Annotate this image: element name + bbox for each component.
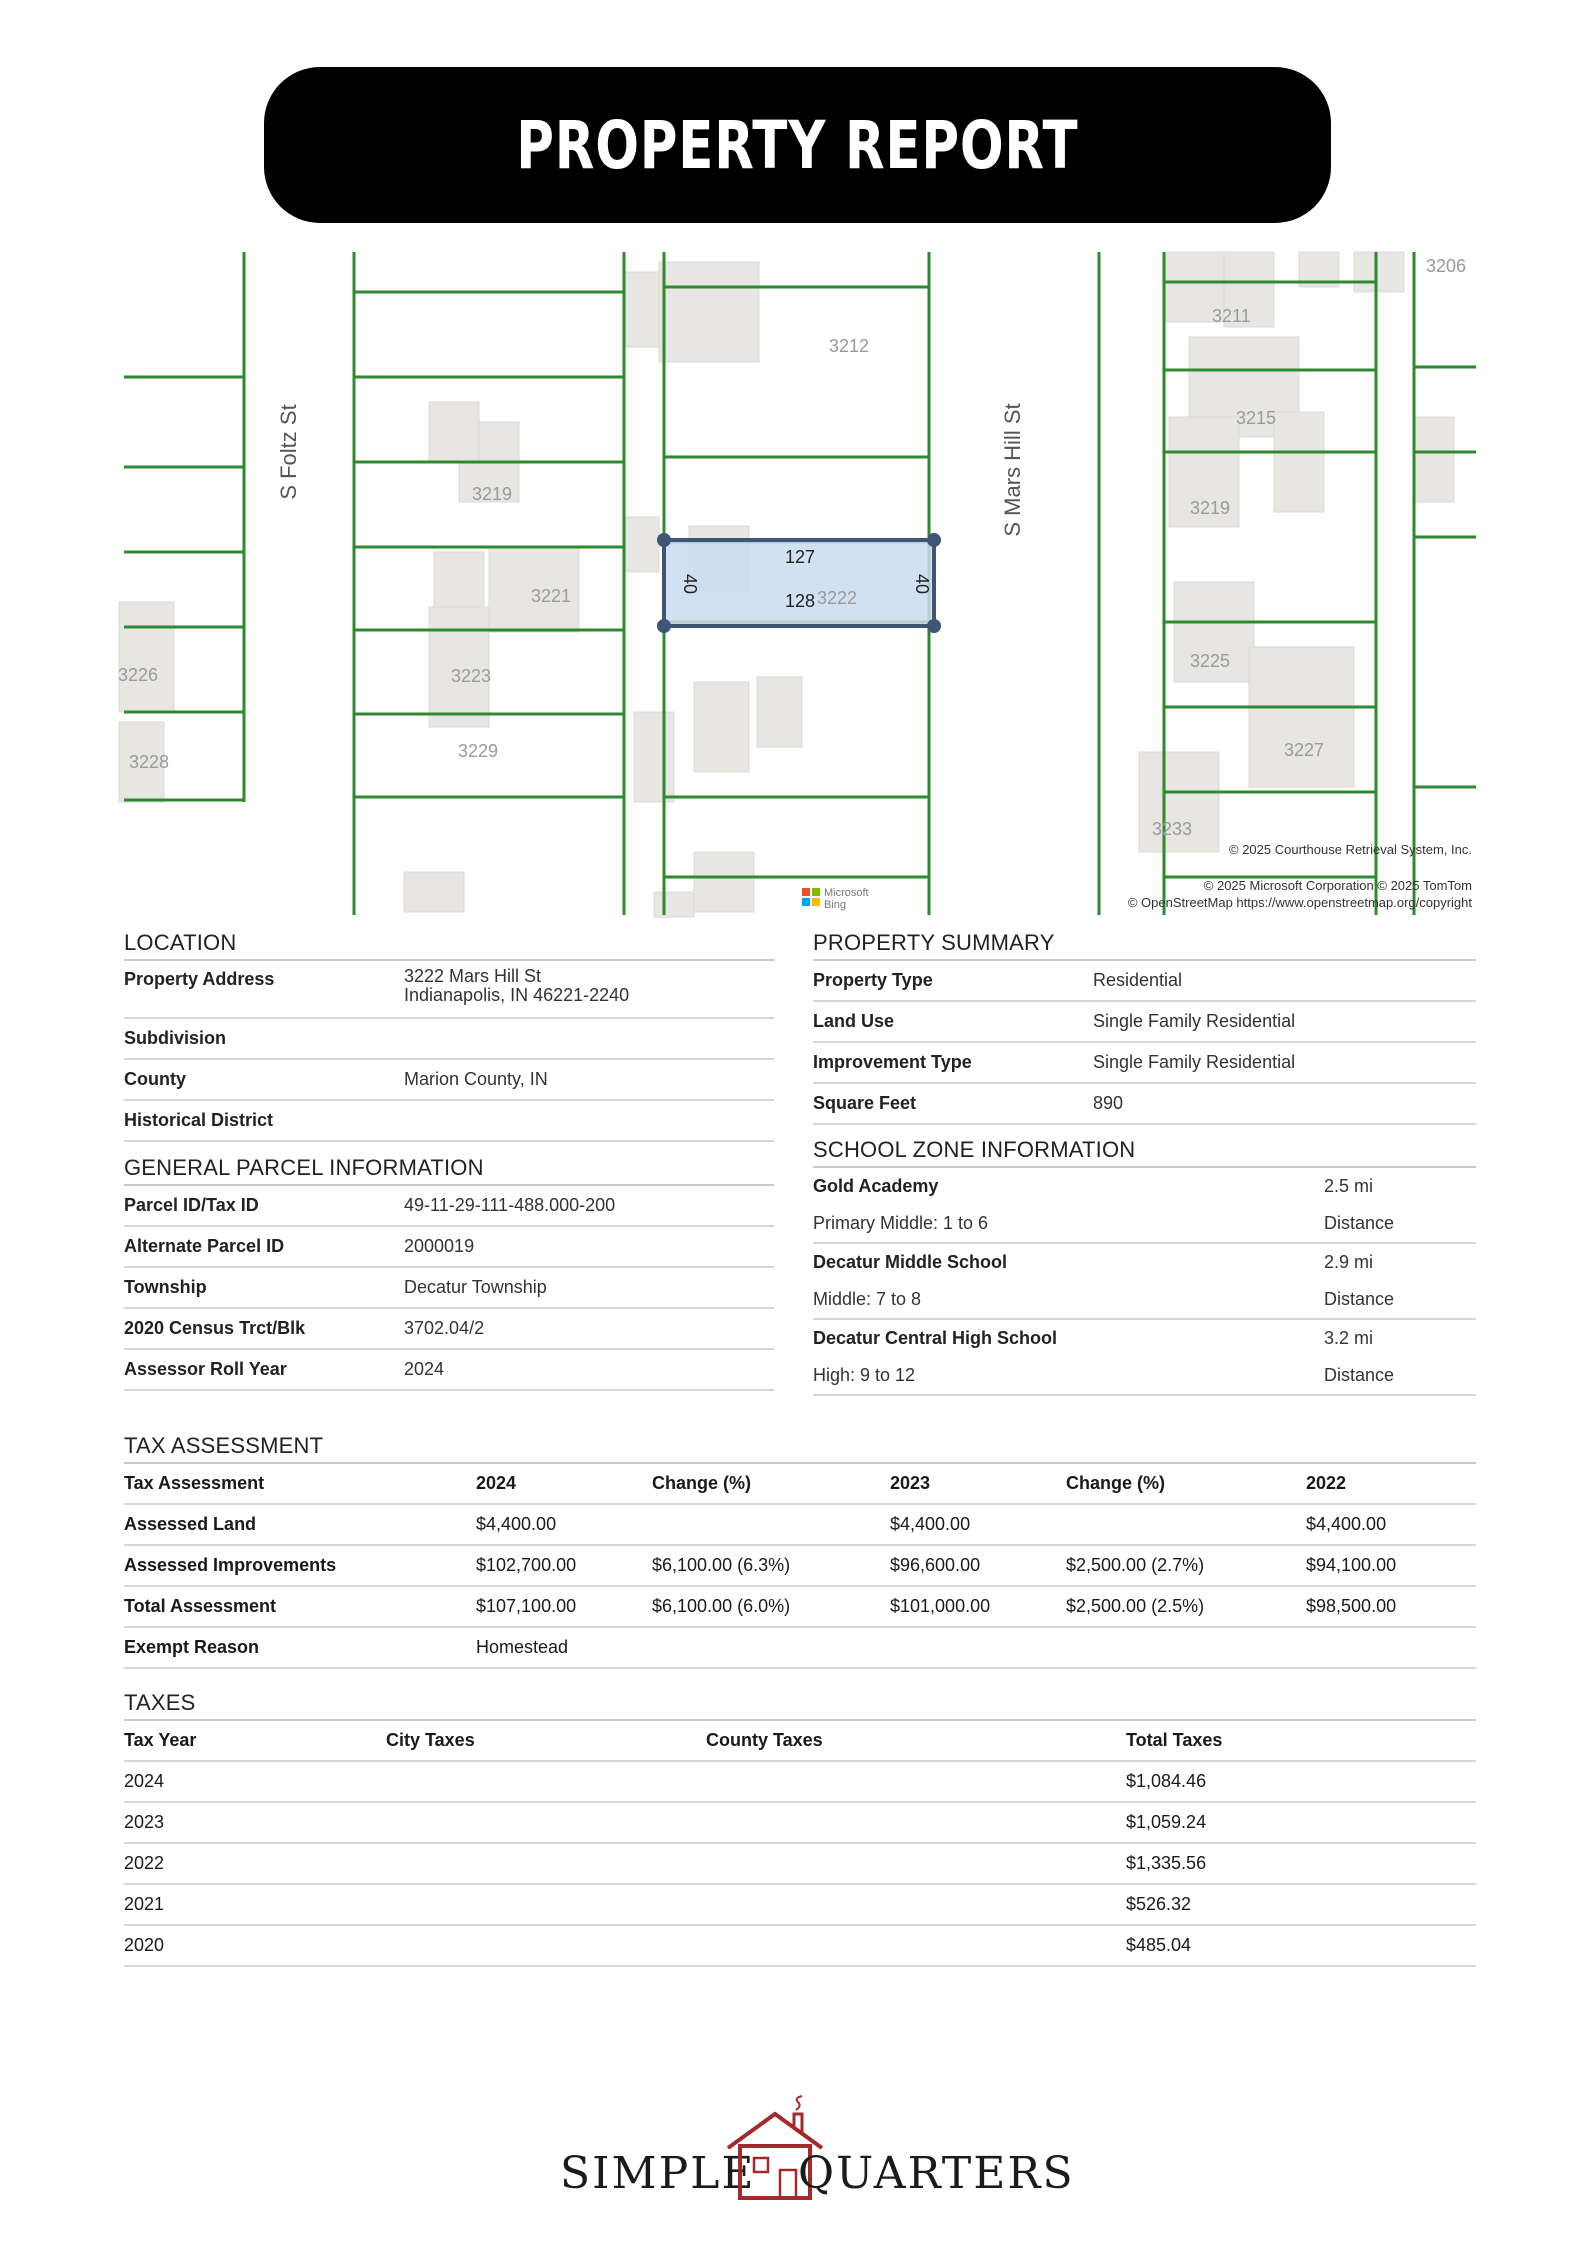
kv-row	[813, 961, 1476, 1002]
table-cell: $102,700.00	[476, 1555, 577, 1575]
kv-value: 2000019	[404, 1236, 475, 1256]
kv-value: 2024	[404, 1359, 445, 1379]
column-header: Change (%)	[1066, 1473, 1165, 1493]
table-cell: 2020	[124, 1935, 165, 1955]
column-header: County Taxes	[706, 1730, 823, 1750]
row-label: Assessed Land	[124, 1514, 257, 1534]
kv-row	[813, 1043, 1476, 1084]
table-row	[124, 1628, 1476, 1669]
school-grades: Primary Middle: 1 to 6	[813, 1213, 989, 1233]
table-cell: 2024	[124, 1771, 165, 1791]
selected-parcel[interactable]	[657, 533, 941, 633]
parcel-map[interactable]	[118, 252, 1476, 915]
school-grades: High: 9 to 12	[813, 1365, 916, 1385]
column-header: 2022	[1306, 1473, 1347, 1493]
tax-assessment-section	[124, 1433, 1476, 1669]
kv-row	[124, 1101, 774, 1142]
lot-number: 3206	[1426, 256, 1467, 276]
dimension-top: 127	[784, 547, 816, 567]
table-row	[124, 1885, 1476, 1926]
table-row	[124, 1587, 1476, 1628]
kv-row	[124, 1350, 774, 1391]
credit-line: © OpenStreetMap https://www.openstreetmap.org/copyright	[1127, 895, 1472, 910]
column-header: Change (%)	[652, 1473, 751, 1493]
lot-number: 3212	[829, 336, 870, 356]
table-cell: $4,400.00	[1306, 1514, 1387, 1534]
kv-row	[124, 1309, 774, 1350]
credit-line: © 2025 Microsoft Corporation © 2025 TomTom	[1203, 878, 1472, 893]
kv-row	[124, 1186, 774, 1227]
school-row	[813, 1357, 1476, 1396]
lot-number: 3215	[1236, 408, 1277, 428]
table-cell: 2021	[124, 1894, 165, 1914]
lot-number: 3211	[1212, 306, 1251, 326]
distance-label: Distance	[1324, 1289, 1395, 1309]
kv-value: 3702.04/2	[404, 1318, 485, 1338]
school-grades: Middle: 7 to 8	[813, 1289, 922, 1309]
distance-label: Distance	[1324, 1213, 1395, 1233]
logo-text-right: QUARTERS	[798, 2148, 1075, 2199]
table-row	[124, 1803, 1476, 1844]
dimension-right: 40	[912, 573, 932, 595]
kv-label: Land Use	[813, 1011, 895, 1031]
location-section	[124, 930, 774, 1142]
table-cell: $4,400.00	[890, 1514, 971, 1534]
school-name: Gold Academy	[813, 1176, 939, 1196]
lot-number: 3221	[531, 586, 572, 606]
kv-value: 3222 Mars Hill St	[404, 966, 542, 986]
kv-label: Alternate Parcel ID	[124, 1236, 285, 1256]
credit-line: © 2025 Courthouse Retrieval System, Inc.	[1229, 842, 1472, 857]
school-row	[813, 1205, 1476, 1244]
kv-label: Improvement Type	[813, 1052, 972, 1072]
bing-logo	[802, 887, 869, 911]
kv-value: Marion County, IN	[404, 1069, 548, 1089]
kv-label: Parcel ID/Tax ID	[124, 1195, 259, 1215]
table-cell: $1,084.46	[1126, 1771, 1207, 1791]
table-cell: $4,400.00	[476, 1514, 557, 1534]
lot-number: 3228	[129, 752, 170, 772]
table-row	[124, 1546, 1476, 1587]
section-title: GENERAL PARCEL INFORMATION	[124, 1155, 774, 1186]
lot-number: 3219	[1190, 498, 1231, 518]
table-cell: 2022	[124, 1853, 165, 1873]
kv-row	[813, 1002, 1476, 1043]
lot-number: 3229	[458, 741, 499, 761]
table-cell: 2023	[124, 1812, 165, 1832]
table-cell: $107,100.00	[476, 1596, 577, 1616]
row-label: Exempt Reason	[124, 1637, 260, 1657]
section-title: TAXES	[124, 1690, 1476, 1721]
school-row	[813, 1320, 1476, 1357]
section-title: SCHOOL ZONE INFORMATION	[813, 1137, 1476, 1168]
row-label: Total Assessment	[124, 1596, 277, 1616]
school-zone-section	[813, 1137, 1476, 1396]
map-canvas	[118, 252, 1476, 915]
table-cell: $96,600.00	[890, 1555, 981, 1575]
kv-value: Residential	[1093, 970, 1183, 990]
kv-row	[124, 1060, 774, 1101]
kv-value: Indianapolis, IN 46221-2240	[404, 985, 630, 1005]
lot-number: 3223	[451, 666, 492, 686]
lot-number: 3226	[118, 665, 159, 685]
report-title: PROPERTY REPORT	[516, 106, 1079, 184]
kv-row	[124, 1227, 774, 1268]
table-row	[124, 1505, 1476, 1546]
report-title-banner	[264, 67, 1331, 223]
table-cell: $1,335.56	[1126, 1853, 1207, 1873]
kv-row	[124, 1019, 774, 1060]
dimension-bottom: 128	[784, 591, 816, 611]
table-cell: $6,100.00 (6.0%)	[652, 1596, 791, 1616]
column-header: 2024	[476, 1473, 517, 1493]
table-cell: $94,100.00	[1306, 1555, 1397, 1575]
table-header-row	[124, 1464, 1476, 1505]
logo-text-left: SIMPLE	[560, 2148, 756, 2199]
school-name: Decatur Middle School	[813, 1252, 1008, 1272]
table-cell: $101,000.00	[890, 1596, 991, 1616]
kv-label: Subdivision	[124, 1028, 227, 1048]
street-label-foltz: S Foltz St	[276, 404, 301, 500]
table-cell: Homestead	[476, 1637, 569, 1657]
street-label-mars-hill: S Mars Hill St	[1000, 403, 1025, 537]
school-row	[813, 1168, 1476, 1205]
table-cell: $526.32	[1126, 1894, 1192, 1914]
school-name: Decatur Central High School	[813, 1328, 1058, 1348]
kv-value: Single Family Residential	[1093, 1052, 1296, 1072]
section-title: PROPERTY SUMMARY	[813, 930, 1476, 961]
school-distance: 3.2 mi	[1324, 1328, 1374, 1348]
kv-value: 49-11-29-111-488.000-200	[404, 1195, 616, 1215]
school-row	[813, 1244, 1476, 1281]
kv-value: 890	[1093, 1093, 1124, 1113]
property-summary-section	[813, 930, 1476, 1125]
school-row	[813, 1281, 1476, 1320]
dimension-left: 40	[680, 573, 700, 595]
bing-logo-line1: Microsoft	[824, 887, 869, 899]
kv-label: Historical District	[124, 1110, 274, 1130]
kv-row	[813, 1084, 1476, 1125]
lot-number: 3233	[1152, 819, 1193, 839]
school-distance: 2.5 mi	[1324, 1176, 1374, 1196]
kv-label: Property Type	[813, 970, 933, 990]
column-header: 2023	[890, 1473, 931, 1493]
table-row	[124, 1762, 1476, 1803]
kv-label: Square Feet	[813, 1093, 917, 1113]
kv-row	[124, 1268, 774, 1309]
kv-value: Single Family Residential	[1093, 1011, 1296, 1031]
lot-number: 3219	[472, 484, 513, 504]
parcel-section	[124, 1155, 774, 1391]
table-cell: $1,059.24	[1126, 1812, 1207, 1832]
column-header: Tax Assessment	[124, 1473, 265, 1493]
table-cell: $2,500.00 (2.7%)	[1066, 1555, 1205, 1575]
section-title: TAX ASSESSMENT	[124, 1433, 1476, 1464]
lot-number: 3225	[1190, 651, 1231, 671]
school-distance: 2.9 mi	[1324, 1252, 1374, 1272]
column-header: City Taxes	[386, 1730, 475, 1750]
simple-quarters-logo	[560, 2100, 1075, 2210]
row-label: Assessed Improvements	[124, 1555, 337, 1575]
kv-value: Decatur Township	[404, 1277, 547, 1297]
kv-label: 2020 Census Trct/Blk	[124, 1318, 306, 1338]
taxes-section	[124, 1690, 1476, 1967]
table-cell: $2,500.00 (2.5%)	[1066, 1596, 1205, 1616]
column-header: Tax Year	[124, 1730, 197, 1750]
kv-row	[124, 961, 774, 1019]
kv-label: Property Address	[124, 969, 275, 989]
lot-number: 3222	[817, 588, 858, 608]
lot-number: 3227	[1284, 740, 1325, 760]
table-cell: $485.04	[1126, 1935, 1192, 1955]
distance-label: Distance	[1324, 1365, 1395, 1385]
section-title: LOCATION	[124, 930, 774, 961]
kv-label: Township	[124, 1277, 207, 1297]
kv-label: County	[124, 1069, 186, 1089]
table-row	[124, 1844, 1476, 1885]
table-header-row	[124, 1721, 1476, 1762]
column-header: Total Taxes	[1126, 1730, 1223, 1750]
table-row	[124, 1926, 1476, 1967]
kv-label: Assessor Roll Year	[124, 1359, 287, 1379]
bing-logo-line2: Bing	[824, 899, 847, 911]
table-cell: $6,100.00 (6.3%)	[652, 1555, 791, 1575]
table-cell: $98,500.00	[1306, 1596, 1397, 1616]
